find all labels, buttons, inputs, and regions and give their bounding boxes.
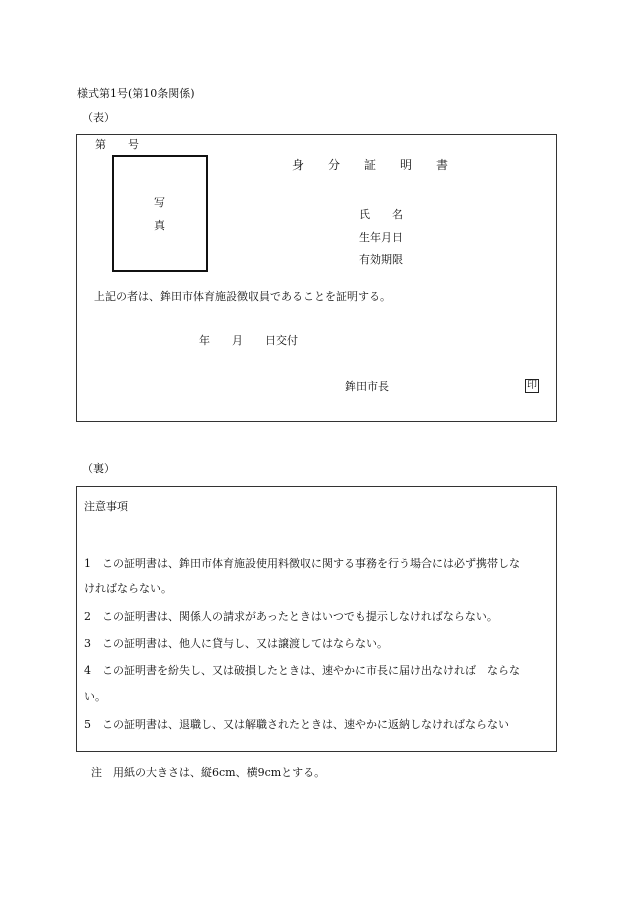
front-card bbox=[76, 134, 557, 422]
official-seal: 印 bbox=[527, 380, 537, 391]
note-item-4: 4 この証明書を紛失し、又は破損したときは、速やかに市長に届け出なければ ならな bbox=[84, 664, 520, 677]
birth-date-label: 生年月日 bbox=[359, 231, 403, 244]
photo-frame bbox=[112, 155, 208, 272]
front-side-label: （表） bbox=[82, 111, 115, 124]
note-item-5: 5 この証明書は、退職し、又は解職されたときは、速やかに返納しなければならない bbox=[84, 718, 509, 731]
number-label: 第 号 bbox=[95, 138, 139, 151]
note-item-3: 3 この証明書は、他人に貸与し、又は譲渡してはならない。 bbox=[84, 637, 388, 650]
photo-char-1: 写 bbox=[154, 196, 165, 209]
note-item-2: 2 この証明書は、関係人の請求があったときはいつでも提示しなければならない。 bbox=[84, 610, 498, 623]
note-item-4-cont: い。 bbox=[84, 690, 106, 703]
validity-label: 有効期限 bbox=[359, 253, 403, 266]
notes-title: 注意事項 bbox=[84, 500, 128, 513]
issue-date: 年 月 日交付 bbox=[199, 334, 298, 347]
note-item-1: 1 この証明書は、鉾田市体育施設使用料徴収に関する事務を行う場合には必ず携帯しな bbox=[84, 557, 520, 570]
issuer-name: 鉾田市長 bbox=[345, 380, 389, 393]
form-heading: 様式第1号(第10条関係) bbox=[77, 87, 195, 100]
photo-char-2: 真 bbox=[154, 219, 165, 232]
name-label: 氏 名 bbox=[359, 208, 403, 221]
certification-statement: 上記の者は、鉾田市体育施設徴収員であることを証明する。 bbox=[94, 290, 391, 303]
note-item-1-cont: ければならない。 bbox=[84, 582, 172, 595]
paper-size-note: 注 用紙の大きさは、縦6cm、横9cmとする。 bbox=[91, 766, 326, 779]
card-title: 身 分 証 明 書 bbox=[292, 158, 449, 172]
back-side-label: （裏） bbox=[82, 462, 115, 475]
